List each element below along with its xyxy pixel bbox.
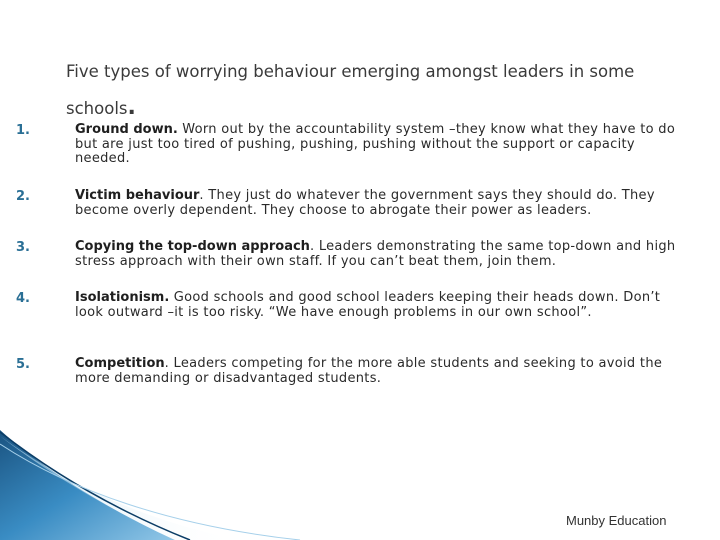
list-item-heading: Ground down. <box>75 122 178 137</box>
slide-title-end-mark: . <box>127 95 136 120</box>
list-item-heading: Copying the top-down approach <box>75 239 310 254</box>
list-item-body: . Leaders competing for the more able students and seeking to avoid the more demanding or disadvantaged students. <box>75 356 663 386</box>
list-item-text <box>75 123 685 167</box>
footer-brand: Munby Education <box>566 513 667 528</box>
list-item-body: . They just do whatever the government says they should do. They become overly dependent. They choose to abrogate their power as leaders. <box>75 188 655 218</box>
list-item-text <box>75 357 685 386</box>
slide-title <box>66 54 686 127</box>
list-item-number: 1. <box>16 123 30 138</box>
list-item-text <box>75 240 685 269</box>
list-item-text <box>75 291 685 320</box>
slide-title-text: Five types of worrying behaviour emerging amongst leaders in some schools <box>66 62 635 118</box>
list-item-body: Worn out by the accountability system –they know what they have to do but are just too tired of pushing, pushing, pushing without the support or capacity needed. <box>75 122 676 166</box>
list-item-heading: Victim behaviour <box>75 188 200 203</box>
list-item-heading: Competition <box>75 356 165 371</box>
list-item-number: 2. <box>16 189 30 204</box>
list-item-body: Good schools and good school leaders keeping their heads down. Don’t look outward –it is too risky. “We have enough problems in our own school”. <box>75 290 661 320</box>
list-item-number: 3. <box>16 240 30 255</box>
list-item-number: 4. <box>16 291 30 306</box>
list-item-heading: Isolationism. <box>75 290 170 305</box>
list-item-number: 5. <box>16 357 30 372</box>
list-item-body: . Leaders demonstrating the same top-down and high stress approach with their own staff. If you can’t beat them, join them. <box>75 239 676 269</box>
list-item-text <box>75 189 685 218</box>
